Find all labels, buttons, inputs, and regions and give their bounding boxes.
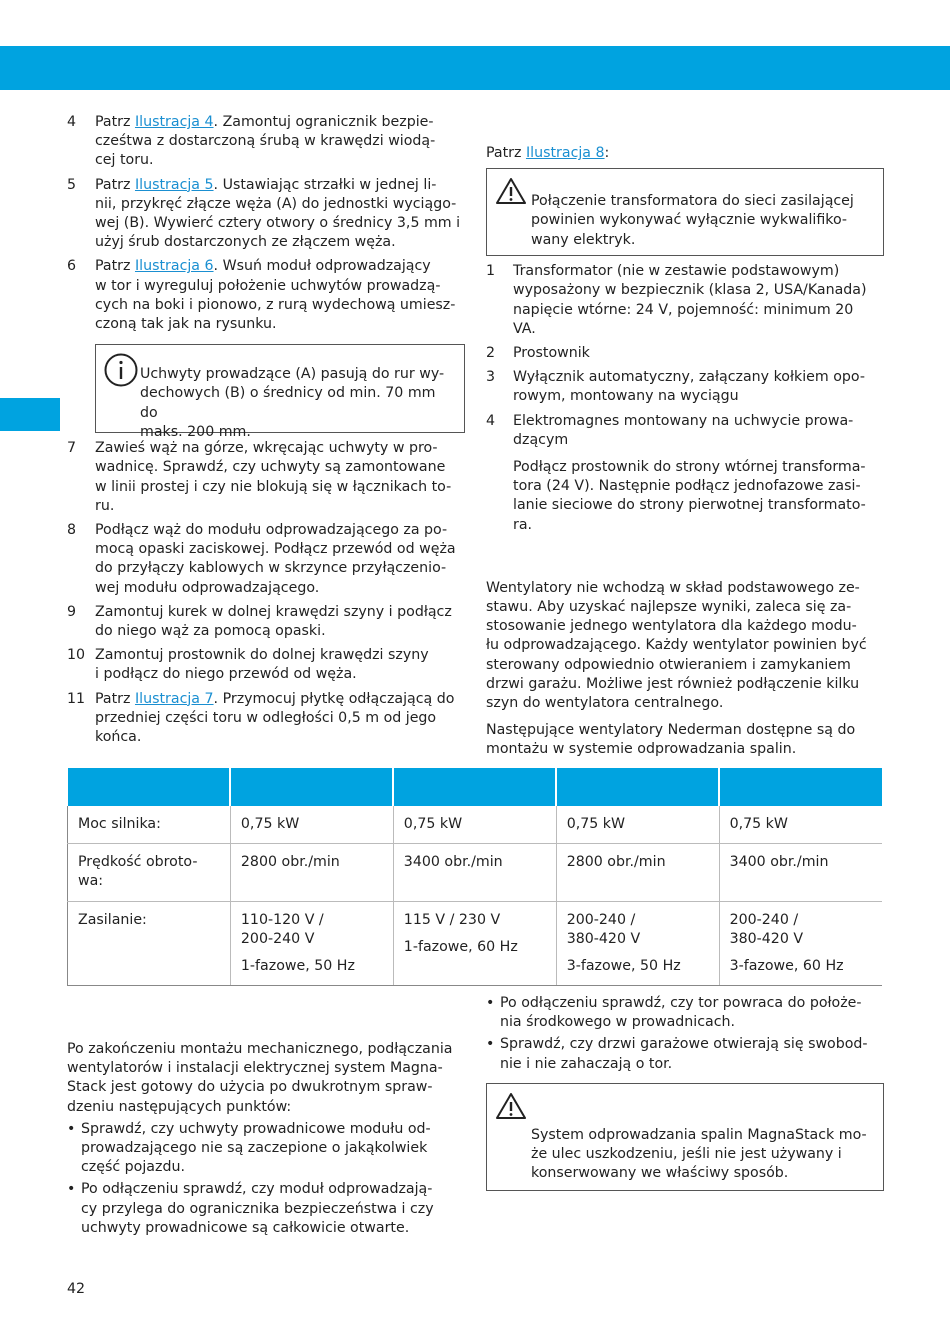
step-text-pre: Patrz [95,114,135,130]
illustration-7-link[interactable]: Ilustracja 7 [134,690,214,707]
step-text-post: . Ustawiając strzałki w jednej li- nii, przykręć złącze węża (A) do jednostki wyciągo- wej (B). Wywierć cztery otwory o średnicy 3,5 mm i użyj śrub dostarczonych ze złączem węża. [95,176,461,251]
step-8 [67,521,465,598]
cell-text: 200-240 / 380-420 V [566,911,641,947]
components-list [486,262,884,450]
info-note-text: Uchwyty prowadzące (A) pasują do rur wy- dechowych (B) o średnicy od min. 70 mm do maks. 200 mm. [140,366,445,440]
step-text-post: . Wsuń moduł odprowadzający w tor i wyreguluj położenie uchwytów prowadzą- cych na boki i pionowo, z rurą wydechową umiesz- czoną tak jak na rysunku. [95,258,456,333]
component-number: 3 [486,369,496,386]
page-number: 42 [67,1281,86,1297]
cell-text: 1-fazowe, 50 Hz [240,958,355,975]
table-cell [230,844,393,901]
table-cell [556,901,719,986]
step-6 [67,257,465,334]
warning-icon [495,1092,527,1126]
cell-text: 115 V / 230 V [403,911,501,928]
component-number: 4 [486,412,496,429]
step-5 [67,176,465,253]
final-check-list [67,1120,465,1238]
cell-text: 3400 obr./min [403,854,503,871]
illustration-link[interactable]: Ilustracja 6 [134,258,214,275]
cell-text: 3-fazowe, 50 Hz [566,958,681,975]
cell-text: 1-fazowe, 60 Hz [403,938,518,955]
header-cell [68,768,231,806]
chapter-tab [0,398,60,431]
fans-table [67,768,882,986]
table-cell [393,901,556,986]
rectifier-connection-text: Podłącz prostownik do strony wtórnej transforma- tora (24 V). Następnie podłącz jednofazowe zasi- lanie sieciowe do strony pierwotnej transformato- ra. [513,459,866,533]
install-steps-continued [67,439,465,684]
step-text-post: . Zamontuj ogranicznik bezpie- cześtwa z dostarczoną śrubą w krawędzi wiodą- cej toru. [95,114,436,169]
cell-text: 2800 obr./min [240,854,340,871]
step-number: 10 [67,647,86,664]
cell-text: 3-fazowe, 60 Hz [729,958,844,975]
illustration-link[interactable]: Ilustracja 5 [134,176,214,193]
table-row [68,844,883,901]
cell-text: 200-240 / 380-420 V [729,911,804,947]
warning-transformer-text: Połączenie transformatora do sieci zasilającej powinien wykonywać wyłącznie wykwalifiko- wany elektryk. [531,193,854,248]
final-check-left [67,1040,465,1241]
cell-text: 0,75 kW [403,816,463,832]
component-text: Elektromagnes montowany na uchwycie prowa- dzącym [513,412,854,448]
step-number: 6 [67,258,77,275]
bullet-item: • Po odłączeniu sprawdź, czy tor powraca do położe- nia środkowego w prowadnicach. [486,994,884,1032]
left-column [67,113,465,752]
component-text: Wyłącznik automatyczny, załączany kołkiem opo- rowym, montowany na wyciągu [513,369,865,405]
header-cell [393,768,556,806]
warning-maintenance [486,1083,884,1191]
step-number: 9 [67,603,77,620]
step-10 [67,646,465,684]
cell-text: 2800 obr./min [566,854,666,871]
step-text: Podłącz wąż do modułu odprowadzającego za po- mocą opaski zaciskowej. Podłącz przewód od węża do przyłączy kablowych w skrzynce przyłączenio- wej modułu odprowadzającego. [95,522,456,596]
step-text [95,113,465,171]
cell-text: 110-120 V / 200-240 V [240,911,324,947]
step-9 [67,603,465,641]
step-number: 7 [67,440,77,457]
bullet-item: • Po odłączeniu sprawdź, czy moduł odprowadzają- cy przylega do ogranicznika bezpieczeństwa i czy uchwyty prowadnicowe są całkowicie otwarte. [67,1180,465,1238]
illustration-8-link[interactable]: Ilustracja 8 [525,145,605,161]
header-cell [719,768,882,806]
warning-icon [495,177,527,211]
component-item [486,412,884,450]
component-text: Prostownik [513,345,590,362]
component-item [486,344,884,363]
table-cell [230,806,393,844]
info-icon [104,353,138,393]
cell-text: 0,75 kW [729,816,788,832]
component-number: 2 [486,345,496,362]
step-text: Zamontuj prostownik do dolnej krawędzi szyny i podłącz do niego przewód od węża. [95,647,429,683]
table-cell [719,806,882,844]
step-number: 8 [67,522,77,539]
table-cell [556,806,719,844]
bullet-item: • Sprawdź, czy drzwi garażowe otwierają się swobod- nie i nie zahaczają o tor. [486,1035,884,1073]
component-item [486,262,884,339]
step-11: 11 Patrz Ilustracja 7. Przymocuj płytkę odłączającą do przedniej części toru w odległości 0,5 m od jego końca. [67,690,455,746]
step-text [95,257,465,334]
cell-text: 0,75 kW [240,816,300,832]
table-cell [230,901,393,986]
bullet-item: • Sprawdź, czy uchwyty prowadnicowe modułu od- prowadzającego nie są zaczepione o jakąkolwiek część pojazdu. [67,1120,465,1178]
component-text: Transformator (nie w zestawie podstawowym) wyposażony w bezpiecznik (klasa 2, USA/Kanada) napięcie wtórne: 24 V, pojemność: minimum 20 VA. [513,263,867,337]
step-text-pre: Patrz [95,176,135,193]
table-row [68,806,883,844]
info-note [95,344,465,440]
step-7 [67,439,465,516]
illustration-link[interactable]: Ilustracja 4 [134,114,214,130]
final-check-right [486,994,884,1191]
step-text-pre: Patrz [95,258,135,275]
header-bar [0,46,950,90]
final-check-list-continued [486,994,884,1074]
table-cell [719,844,882,901]
header-cell [556,768,719,806]
step-text [95,176,465,253]
warning-maintenance-text: System odprowadzania spalin MagnaStack mo- że ulec uszkodzeniu, jeśli nie jest używany i konserwowany we właściwy sposób. [531,1126,867,1182]
fans-paragraph-1: Wentylatory nie wchodzą w skład podstawowego ze- stawu. Aby uzyskać najlepsze wyniki, zaleca się za- stosowanie jednego wentylatora dla każdego modu- łu odprowadzającego. Każdy wentylator powinien być sterowany odpowiednio otwieraniem i zamykaniem drzwi garażu. Możliwe jest również podłączenie kilku szyn do wentylatora centralnego. [486,579,867,712]
fans-paragraph-2: Następujące wentylatory Nederman dostępne są do montażu w systemie odprowadzania spalin. [486,722,856,758]
right-column [486,144,884,760]
table-row [68,901,883,986]
table-cell [393,806,556,844]
row-label: Moc silnika: [68,806,231,844]
row-label: Zasilanie: [68,901,231,986]
step-text: Zamontuj kurek w dolnej krawędzi szyny i podłącz do niego wąż za pomocą opaski. [95,603,452,640]
illustration-8-ref: Patrz Ilustracja 8: [486,145,610,161]
fans-table-header [68,768,883,806]
table-cell [719,901,882,986]
table-cell [556,844,719,901]
header-cell [230,768,393,806]
step-number: 5 [67,176,77,193]
table-cell [393,844,556,901]
cell-text: 3400 obr./min [729,854,829,871]
cell-text: 0,75 kW [566,816,626,832]
warning-transformer [486,168,884,256]
component-item [486,368,884,406]
step-text: Zawieś wąż na górze, wkręcając uchwyty w pro- wadnicę. Sprawdź, czy uchwyty są zamontowane w linii prostej i czy nie blokują się w łącznikach to- ru. [95,440,452,514]
row-label: Prędkość obroto- wa: [68,844,231,901]
component-number: 1 [486,263,496,280]
step-4 [67,113,465,171]
final-check-intro: Po zakończeniu montażu mechanicznego, podłączania wentylatorów i instalacji elektrycznej system Magna- Stack jest gotowy do użycia po dwukrotnym spraw- dzeniu następujących punktów: [67,1041,453,1115]
install-steps [67,113,465,334]
step-number: 4 [67,114,77,130]
